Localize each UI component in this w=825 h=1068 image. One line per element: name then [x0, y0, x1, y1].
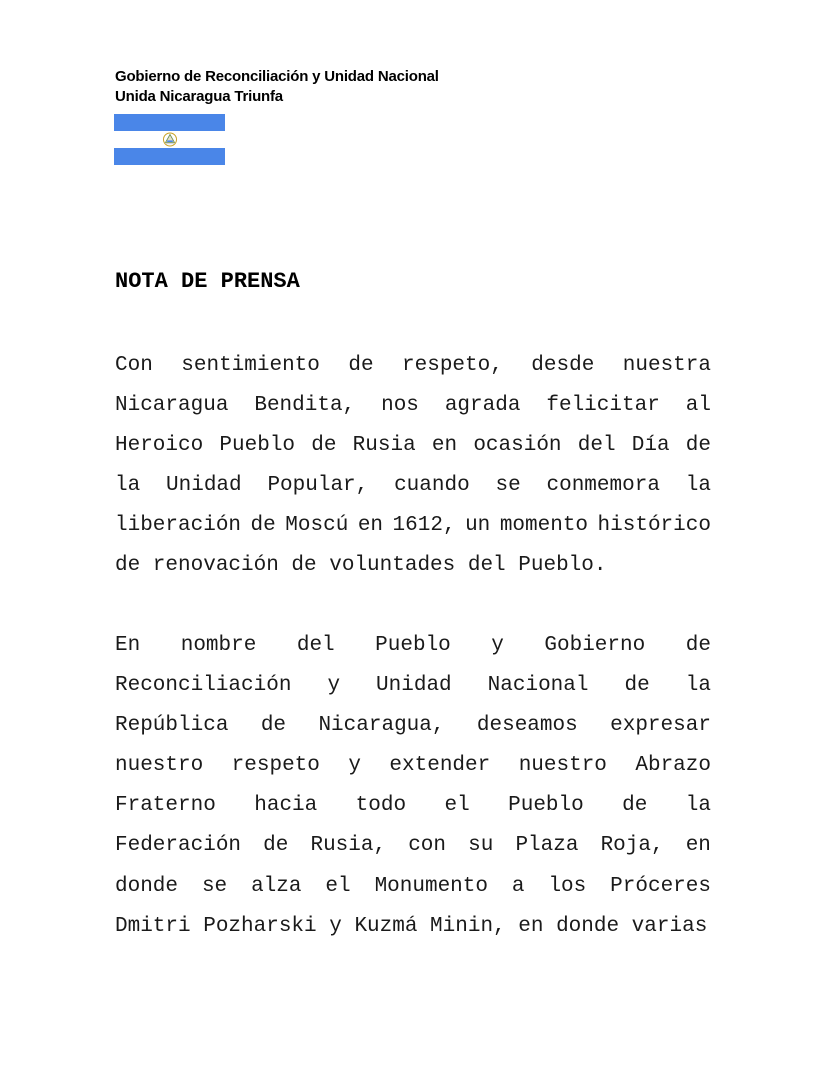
paragraph-line: donde se alza el Monumento a los Próceres [115, 874, 711, 898]
letterhead [115, 67, 439, 107]
paragraph-line: Fraterno hacia todo el Pueblo de la [115, 794, 711, 818]
paragraph-line: En nombre del Pueblo y Gobierno de [115, 634, 711, 657]
paragraph-line: Federación de Rusia, con su Plaza Roja, en [115, 834, 711, 858]
press-release-title: NOTA DE PRENSA [115, 269, 300, 294]
paragraph-line: Nicaragua Bendita, nos agrada felicitar al [115, 394, 711, 418]
paragraph-line: de renovación de voluntades del Pueblo. [115, 554, 607, 578]
letterhead-government-name: Gobierno de Reconciliación y Unidad Nacional [115, 68, 439, 85]
nicaragua-flag-icon [114, 114, 225, 165]
paragraph-line: Heroico Pueblo de Rusia en ocasión del Día de [115, 434, 711, 458]
paragraph-line: República de Nicaragua, deseamos expresar [115, 714, 711, 738]
paragraph-line: Dmitri Pozharski y Kuzmá Minin, en donde varias [115, 914, 708, 938]
flag-top-stripe [114, 114, 225, 131]
letterhead-slogan: Unida Nicaragua Triunfa [115, 88, 283, 105]
paragraph-line: Con sentimiento de respeto, desde nuestra [115, 354, 711, 377]
paragraph-line: nuestro respeto y extender nuestro Abrazo [115, 754, 711, 778]
paragraph-line: la Unidad Popular, cuando se conmemora la [115, 474, 711, 498]
paragraph-line: Reconciliación y Unidad Nacional de la [115, 674, 711, 698]
flag-bottom-stripe [114, 148, 225, 165]
coat-of-arms-icon [162, 131, 178, 148]
paragraph-line: liberación de Moscú en 1612, un momento histórico [115, 514, 711, 538]
paragraph-1 [115, 346, 711, 587]
paragraph-2 [115, 626, 711, 947]
